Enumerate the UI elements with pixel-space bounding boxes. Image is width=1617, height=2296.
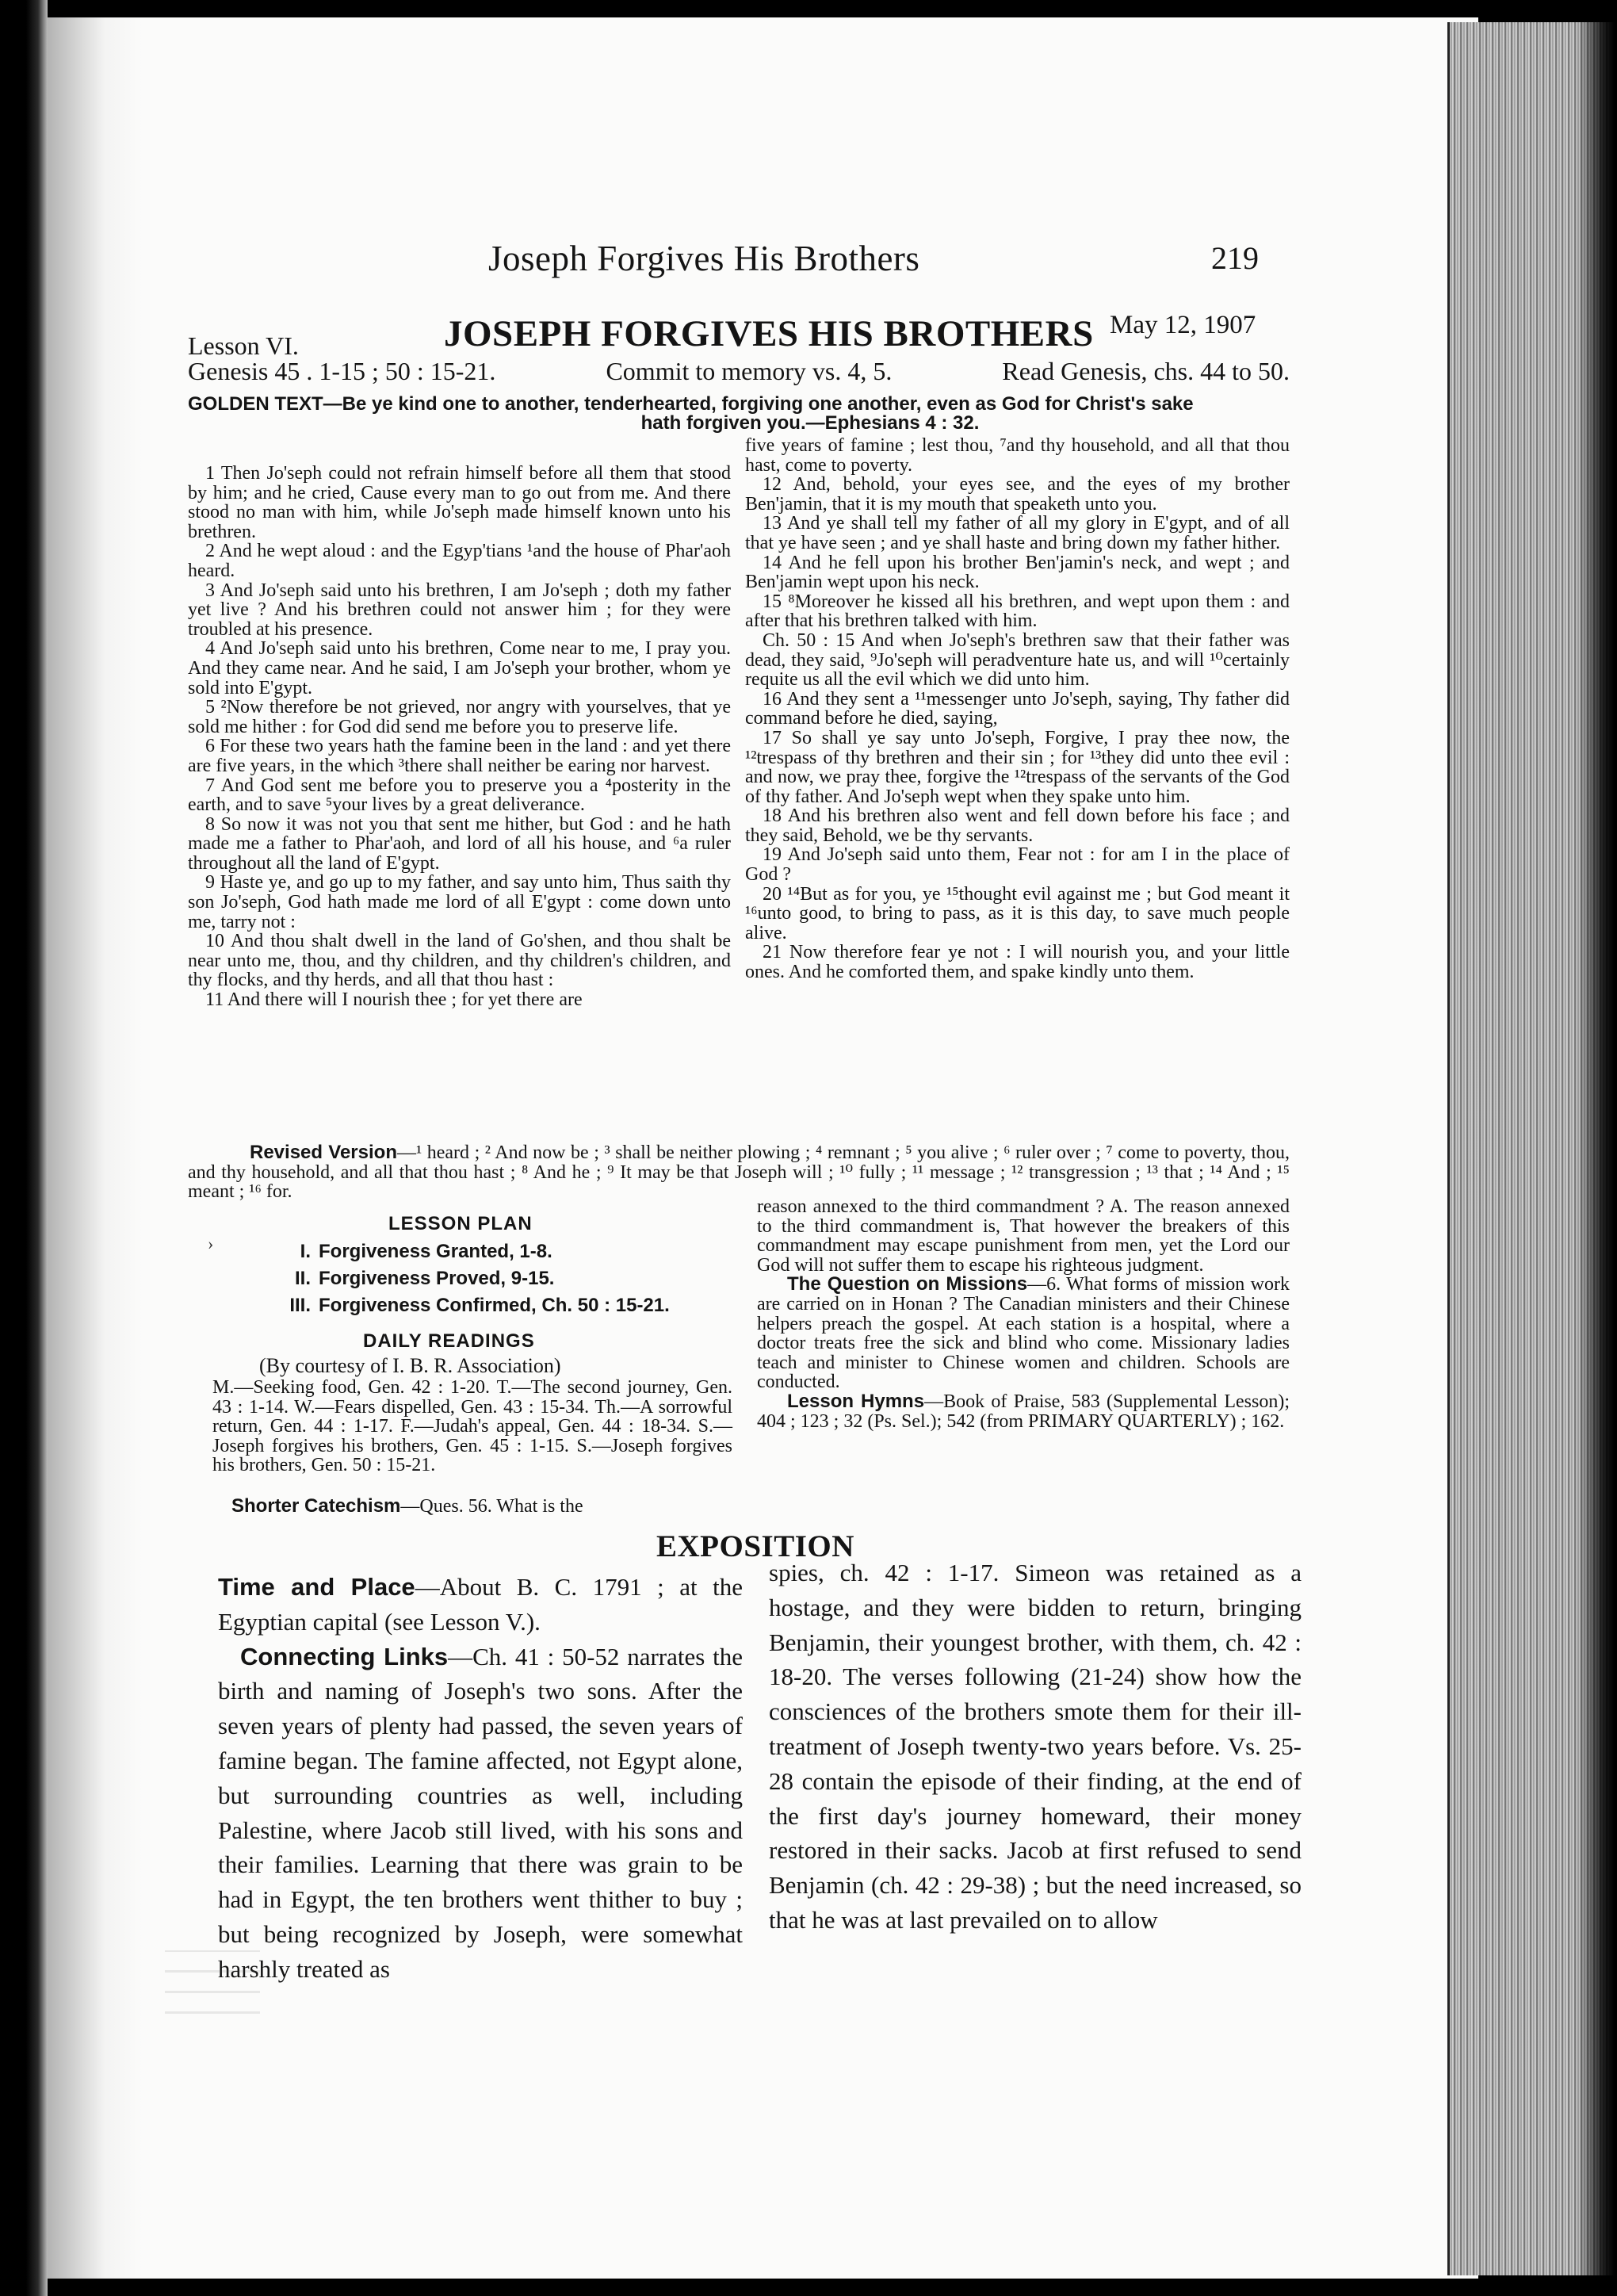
verse: 2 And he wept aloud : and the Egyp'tians ¹and the house of Phar'aoh heard. bbox=[188, 541, 731, 581]
missions-label: The Question on Missions bbox=[787, 1273, 1028, 1295]
verse: 20 ¹⁴But as for you, ye ¹⁵thought evil against me ; but God meant it ¹⁶unto good, to bring to pass, as it is this day, to save much people alive. bbox=[745, 883, 1290, 943]
hymns-label: Lesson Hymns bbox=[787, 1390, 925, 1412]
verse: 19 And Jo'seph said unto them, Fear not : for am I in the place of God ? bbox=[745, 844, 1290, 886]
right-lower-column bbox=[757, 1197, 1290, 1431]
revised-version-label: Revised Version bbox=[250, 1142, 397, 1163]
passage-reference: Genesis 45 . 1-15 ; 50 : 15-21. bbox=[188, 357, 496, 385]
memory-verse-note: Commit to memory vs. 4, 5. bbox=[606, 357, 893, 385]
verse: 10 And thou shalt dwell in the land of Go'shen, and thou shalt be near unto me, thou, and thy children, and thy children's children, and thy flocks, and thy herds, and all that thou hast : bbox=[188, 931, 731, 991]
exposition-column-left bbox=[218, 1570, 743, 1987]
lesson-plan-item-number: II. bbox=[294, 1268, 311, 1289]
lesson-plan-item bbox=[277, 1265, 670, 1292]
time-and-place-text: —About B. C. 1791 ; at the Egyptian capital (see Lesson V.). bbox=[218, 1573, 743, 1636]
verse: 15 ⁸Moreover he kissed all his brethren, and wept upon them : and after that his brethren talked with him. bbox=[745, 591, 1290, 632]
golden-text bbox=[188, 395, 1290, 433]
lesson-plan-heading: LESSON PLAN bbox=[388, 1213, 533, 1234]
revised-version-notes bbox=[188, 1143, 1290, 1202]
verse: 16 And they sent a ¹¹messenger unto Jo'seph, saying, Thy father did command before he died, saying, bbox=[745, 688, 1290, 729]
verse: 1 Then Jo'seph could not refrain himself before all them that stood by him; and he cried, Cause every man to go out from me. And there stood no man with him, while Jo'seph made himself known unto his brethren. bbox=[188, 463, 731, 542]
lesson-plan-item bbox=[277, 1292, 670, 1319]
verse: 12 And, behold, your eyes see, and the eyes of my brother Ben'jamin, that it is my mouth that speaketh unto you. bbox=[745, 474, 1290, 515]
lesson-plan-list bbox=[277, 1238, 670, 1319]
verse: 6 For these two years hath the famine been in the land : and yet there are five years, in the which ³there shall neither be earing nor harvest. bbox=[188, 736, 731, 776]
daily-readings-text bbox=[212, 1378, 732, 1475]
verse: 5 ²Now therefore be not grieved, nor angry with yourselves, that ye sold me hither : for God did send me before you to preserve life. bbox=[188, 697, 731, 737]
hymns-text: —Book of Praise, 583 (Supplemental Lesson); 404 ; 123 ; 32 (Ps. Sel.); 542 (from PRIMARY QUARTERLY) ; 162. bbox=[757, 1391, 1290, 1432]
lesson-plan-item bbox=[277, 1238, 670, 1265]
verse: 11 And there will I nourish thee ; for yet there are bbox=[205, 989, 583, 1011]
golden-text-label: GOLDEN TEXT bbox=[188, 393, 323, 415]
shorter-catechism bbox=[231, 1495, 732, 1517]
lesson-plan-item-text: Forgiveness Confirmed, Ch. 50 : 15-21. bbox=[319, 1295, 670, 1316]
catechism-continuation: reason annexed to the third commandment ? A. The reason annexed to the third commandment is, That however the breakers of this commandment may escape punishment from men, yet the Lord our God will not suffer them to escape his righteous judgment. bbox=[757, 1196, 1290, 1276]
verse: five years of famine ; lest thou, ⁷and thy household, and all that thou hast, come to poverty. bbox=[745, 435, 1290, 476]
running-head-title: Joseph Forgives His Brothers bbox=[488, 239, 920, 278]
gutter-shadow bbox=[48, 17, 143, 2279]
daily-readings-heading: DAILY READINGS bbox=[363, 1330, 535, 1352]
shorter-catechism-label: Shorter Catechism bbox=[231, 1495, 401, 1517]
verse: 8 So now it was not you that sent me hither, but God : and he hath made me a father to Phar'aoh, and lord of all his house, and ⁶a ruler throughout all the land of E'gypt. bbox=[188, 813, 731, 874]
bleed-through-marks bbox=[165, 1950, 260, 2014]
exposition-heading: EXPOSITION bbox=[656, 1529, 854, 1563]
lesson-plan-item-number: I. bbox=[300, 1241, 311, 1262]
lesson-plan-item-text: Forgiveness Proved, 9-15. bbox=[319, 1268, 555, 1289]
lesson-plan-item-number: III. bbox=[289, 1295, 311, 1316]
verse: 21 Now therefore fear ye not : I will nourish you, and your little ones. And he comforted them, and spake kindly unto them. bbox=[745, 942, 1290, 983]
verse: 7 And God sent me before you to preserve you a ⁴posterity in the earth, and to save ⁵your lives by a great deliverance. bbox=[188, 775, 731, 816]
missions-text: —6. What forms of mission work are carried on in Honan ? The Canadian ministers and their Chinese helpers preach the gospel. At each station is a hospital, where a doctor treats free the sick and blind who come. Missionary ladies teach and minister to Chinese women and children. Schools are conducted. bbox=[757, 1274, 1290, 1393]
verse: 14 And he fell upon his brother Ben'jamin's neck, and wept ; and Ben'jamin wept upon his neck. bbox=[745, 552, 1290, 593]
page-number: 219 bbox=[1211, 240, 1259, 276]
shorter-catechism-text: —Ques. 56. What is the bbox=[400, 1496, 583, 1517]
exposition-continuation: spies, ch. 42 : 1-17. Simeon was retained as a hostage, and they were bidden to return, bringing Benjamin, their youngest brother, with them, ch. 42 : 18-20. The verses following (21-24) show how the consciences of the brothers smote them for their ill-treatment of Joseph twenty-two years before. Vs. 25-28 contain the episode of their finding, at the end of the first day's journey homeward, their money restored in their sacks. Jacob at first refused to send Benjamin (ch. 42 : 29-38) ; but the need increased, so that he was at last prevailed on to allow bbox=[769, 1559, 1302, 1934]
connecting-links-label: Connecting Links bbox=[240, 1642, 449, 1670]
time-and-place bbox=[218, 1570, 743, 1640]
scripture-reference-line bbox=[188, 357, 1290, 386]
margin-mark: › bbox=[208, 1234, 214, 1253]
verse: 9 Haste ye, and go up to my father, and say unto him, Thus saith thy son Jo'seph, God hath made me lord of all E'gypt : come down unto me, tarry not : bbox=[188, 872, 731, 932]
lesson-label: Lesson VI. bbox=[188, 331, 299, 360]
book-gutter-dark bbox=[0, 0, 48, 2296]
verse: 18 And his brethren also went and fell down before his face ; and they said, Behold, we be thy servants. bbox=[745, 806, 1290, 846]
lesson-hymns bbox=[757, 1392, 1290, 1431]
revised-version-text: —¹ heard ; ² And now be ; ³ shall be neither plowing ; ⁴ remnant ; ⁵ you alive ; ⁶ ruler over ; ⁷ come to poverty, thou, and thy household, and all that thou hast ; ⁸ And he ; ⁹ It may be that Joseph will ; ¹⁰ fully ; ¹¹ message ; ¹² transgression ; ¹³ that ; ¹⁴ And ; ¹⁵ meant ; ¹⁶ for. bbox=[188, 1142, 1290, 1203]
lesson-date: May 12, 1907 bbox=[1110, 311, 1256, 339]
book-page-edges bbox=[1447, 22, 1615, 2275]
golden-text-line1: —Be ye kind one to another, tenderhearted, forgiving one another, even as God for Christ's sake bbox=[323, 393, 1194, 415]
missions-question bbox=[757, 1275, 1290, 1392]
lesson-plan-item-text: Forgiveness Granted, 1-8. bbox=[319, 1241, 552, 1262]
exposition-column-right bbox=[769, 1556, 1302, 1938]
verse: 13 And ye shall tell my father of all my glory in E'gypt, and of all that ye have seen ; and ye shall haste and bring down my father hither. bbox=[745, 513, 1290, 553]
scripture-column-left bbox=[188, 464, 731, 1010]
lesson-title: JOSEPH FORGIVES HIS BROTHERS bbox=[444, 313, 1094, 354]
verse: 17 So shall ye say unto Jo'seph, Forgive, I pray thee now, the ¹²trespass of thy brethren and their sin ; for ¹³they did unto thee evil : and now, we pray thee, forgive the ¹²trespass of the servants of the God of thy father. And Jo'seph wept when they spake unto him. bbox=[745, 727, 1290, 807]
connecting-links bbox=[218, 1640, 743, 1987]
golden-text-line2: hath forgiven you.—Ephesians 4 : 32. bbox=[640, 412, 980, 434]
time-and-place-label: Time and Place bbox=[218, 1573, 415, 1601]
reading-note: Read Genesis, chs. 44 to 50. bbox=[1002, 357, 1290, 385]
verse: 3 And Jo'seph said unto his brethren, I am Jo'seph ; doth my father yet live ? And his brethren could not answer him ; for they were troubled at his presence. bbox=[188, 580, 731, 640]
daily-readings-courtesy: (By courtesy of I. B. R. Association) bbox=[259, 1354, 561, 1377]
verse: Ch. 50 : 15 And when Jo'seph's brethren saw that their father was dead, they said, ⁹Jo'seph will peradventure hate us, and will ¹⁰certainly requite us all the evil which we did unto him. bbox=[745, 629, 1290, 691]
daily-readings-paragraph: M.—Seeking food, Gen. 42 : 1-20. T.—The second journey, Gen. 43 : 1-14. W.—Fears dispelled, Gen. 43 : 15-34. Th.—A sorrowful return, Gen. 44 : 1-17. F.—Judah's appeal, Gen. 44 : 18-34. S.—Joseph forgives his brothers, Gen. 45 : 1-15. S.—Joseph forgives his brothers, Gen. 50 : 15-21. bbox=[212, 1377, 732, 1476]
verse: 4 And Jo'seph said unto his brethren, Come near to me, I pray you. And they came near. And he said, I am Jo'seph your brother, whom ye sold into E'gypt. bbox=[188, 638, 731, 698]
scripture-column-right bbox=[745, 436, 1290, 982]
connecting-links-text: —Ch. 41 : 50-52 narrates the birth and naming of Joseph's two sons. After the seven years of plenty had passed, the seven years of famine began. The famine affected, not Egypt alone, but surrounding countries as well, including Palestine, where Jacob still lived, with his sons and their families. Learning that there was grain to be had in Egypt, the ten brothers went thither to buy ; but being recognized by Joseph, were somewhat harshly treated as bbox=[218, 1642, 743, 1983]
